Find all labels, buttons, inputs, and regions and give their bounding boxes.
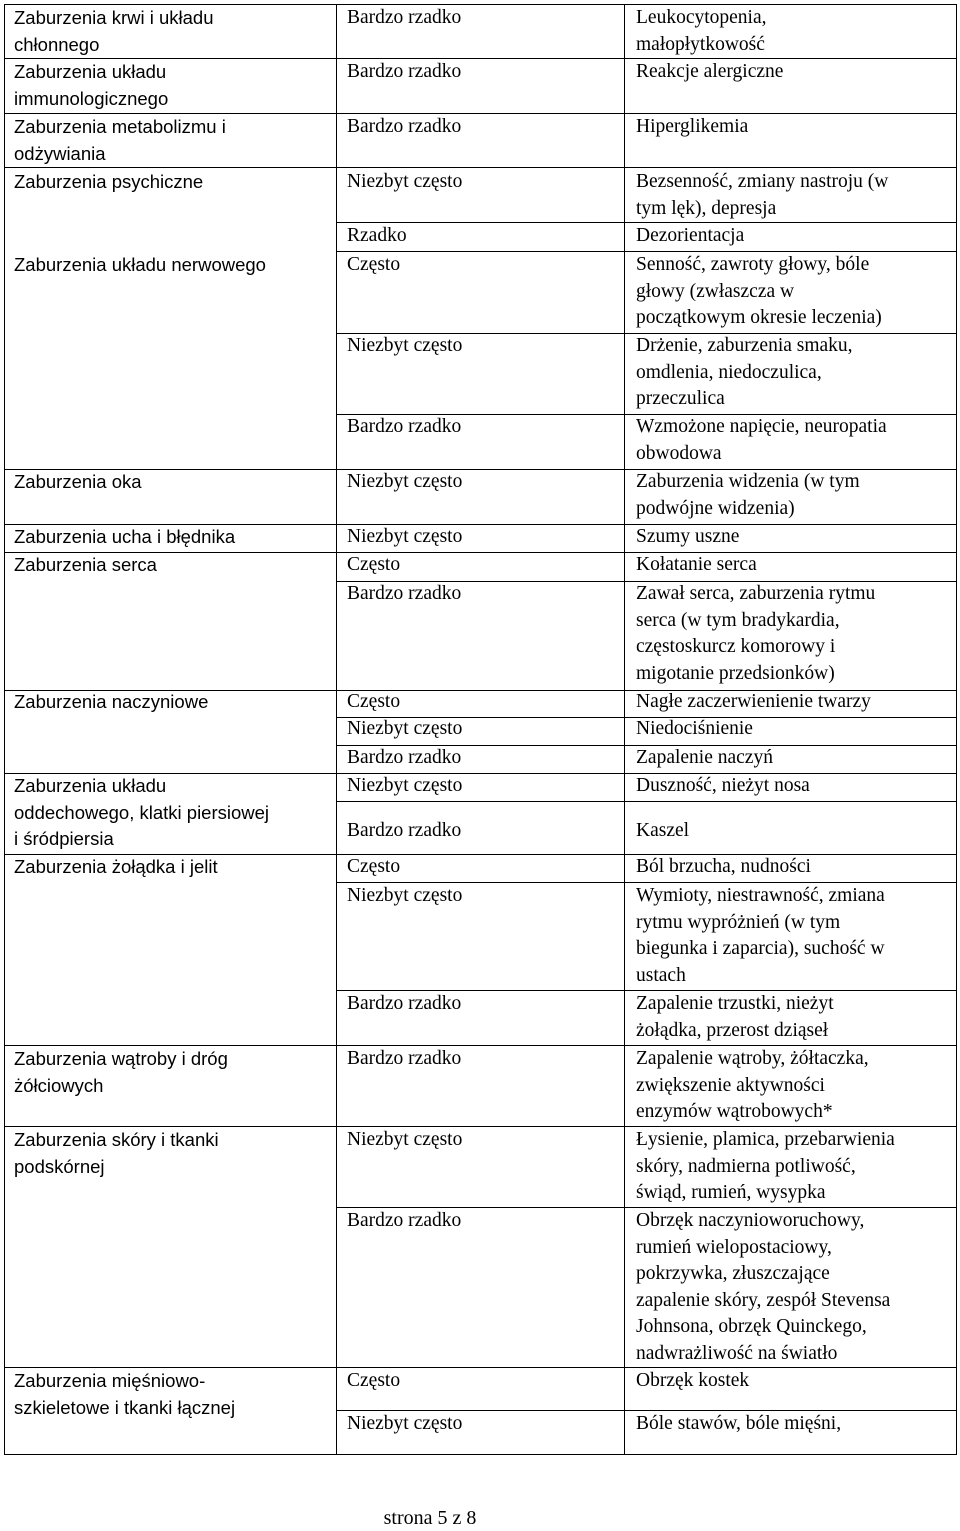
adverse-effect-cell: Kaszel [636, 820, 690, 841]
adverse-effect-cell: Drżenie, zaburzenia smaku, omdlenia, niedoczulica, przeczulica [636, 335, 853, 409]
frequency-cell: Niezbyt często [347, 1413, 463, 1434]
adverse-effect-cell: Kołatanie serca [636, 554, 757, 575]
frequency-cell: Niezbyt często [347, 1129, 463, 1150]
adverse-effect-cell: Wzmożone napięcie, neuropatia obwodowa [636, 416, 887, 464]
adverse-effect-cell: Ból brzucha, nudności [636, 856, 811, 877]
page-number-footer: strona 5 z 8 [383, 1507, 477, 1529]
frequency-cell: Bardzo rzadko [347, 820, 462, 841]
frequency-cell: Bardzo rzadko [347, 1210, 462, 1231]
frequency-cell: Niezbyt często [347, 171, 463, 192]
frequency-cell: Bardzo rzadko [347, 116, 462, 137]
adverse-effect-cell: Zapalenie naczyń [636, 747, 773, 768]
organ-class-cell: Zaburzenia krwi i układu chłonnego [14, 7, 214, 55]
adverse-effect-cell: Nagłe zaczerwienienie twarzy [636, 691, 871, 712]
frequency-cell: Niezbyt często [347, 526, 463, 547]
frequency-cell: Bardzo rzadko [347, 583, 462, 604]
adverse-effect-cell: Szumy uszne [636, 526, 740, 547]
frequency-cell: Często [347, 856, 401, 877]
frequency-cell: Niezbyt często [347, 471, 463, 492]
adverse-effect-cell: Zapalenie wątroby, żółtaczka, zwiększenie aktywności enzymów wątrobowych* [636, 1048, 869, 1122]
organ-class-cell: Zaburzenia ucha i błędnika [14, 526, 236, 547]
organ-class-cell: Zaburzenia naczyniowe [14, 691, 209, 712]
adverse-effect-cell: Zapalenie trzustki, nieżyt żołądka, przerost dziąseł [636, 993, 834, 1041]
frequency-cell: Bardzo rzadko [347, 747, 462, 768]
frequency-cell: Bardzo rzadko [347, 7, 462, 28]
frequency-cell: Często [347, 691, 401, 712]
organ-class-cell: Zaburzenia mięśniowo- szkieletowe i tkanki łącznej [14, 1370, 236, 1418]
frequency-cell: Niezbyt często [347, 885, 463, 906]
adverse-effect-cell: Łysienie, plamica, przebarwienia skóry, nadmierna potliwość, świąd, rumień, wysypka [636, 1129, 895, 1203]
organ-class-cell: Zaburzenia układu oddechowego, klatki piersiowej i śródpiersia [14, 775, 270, 849]
adverse-effect-cell: Senność, zawroty głowy, bóle głowy (zwłaszcza w początkowym okresie leczenia) [636, 254, 882, 328]
adverse-effect-cell: Dezorientacja [636, 225, 745, 246]
organ-class-cell: Zaburzenia układu immunologicznego [14, 61, 169, 109]
frequency-cell: Niezbyt często [347, 335, 463, 356]
frequency-cell: Bardzo rzadko [347, 993, 462, 1014]
adverse-effect-cell: Obrzęk naczynioworuchowy, rumień wielopostaciowy, pokrzywka, złuszczające zapalenie skóry, zespół Stevensa Johnsona, obrzęk Quinckego, nadwrażliwość na światło [636, 1210, 891, 1364]
organ-class-cell: Zaburzenia serca [14, 554, 157, 575]
frequency-cell: Często [347, 1370, 401, 1391]
adverse-effect-cell: Wymioty, niestrawność, zmiana rytmu wypróżnień (w tym biegunka i zaparcia), suchość w ustach [636, 885, 885, 986]
frequency-cell: Niezbyt często [347, 775, 463, 796]
frequency-cell: Bardzo rzadko [347, 61, 462, 82]
adverse-effect-cell: Duszność, nieżyt nosa [636, 775, 810, 796]
organ-class-cell: Zaburzenia układu nerwowego [14, 254, 266, 275]
frequency-cell: Rzadko [347, 225, 407, 246]
organ-class-cell: Zaburzenia skóry i tkanki podskórnej [14, 1129, 219, 1177]
frequency-cell: Bardzo rzadko [347, 416, 462, 437]
organ-class-cell: Zaburzenia metabolizmu i odżywiania [14, 116, 226, 164]
frequency-cell: Często [347, 554, 401, 575]
adverse-effect-cell: Obrzęk kostek [636, 1370, 750, 1391]
adverse-effect-cell: Hiperglikemia [636, 116, 749, 137]
adverse-effect-cell: Bóle stawów, bóle mięśni, [636, 1413, 842, 1434]
frequency-cell: Niezbyt często [347, 718, 463, 739]
adverse-effect-cell: Niedociśnienie [636, 718, 753, 739]
adverse-effect-cell: Zawał serca, zaburzenia rytmu serca (w tym bradykardia, częstoskurcz komorowy i migotanie przedsionków) [636, 583, 876, 684]
organ-class-cell: Zaburzenia psychiczne [14, 171, 204, 192]
organ-class-cell: Zaburzenia żołądka i jelit [14, 856, 218, 877]
adverse-effect-cell: Reakcje alergiczne [636, 61, 784, 82]
adverse-effect-cell: Zaburzenia widzenia (w tym podwójne widzenia) [636, 471, 860, 519]
adverse-effect-cell: Leukocytopenia, małopłytkowość [636, 7, 767, 55]
frequency-cell: Bardzo rzadko [347, 1048, 462, 1069]
organ-class-cell: Zaburzenia wątroby i dróg żółciowych [14, 1048, 228, 1096]
frequency-cell: Często [347, 254, 401, 275]
organ-class-cell: Zaburzenia oka [14, 471, 142, 492]
adverse-effect-cell: Bezsenność, zmiany nastroju (w tym lęk), depresja [636, 171, 889, 219]
